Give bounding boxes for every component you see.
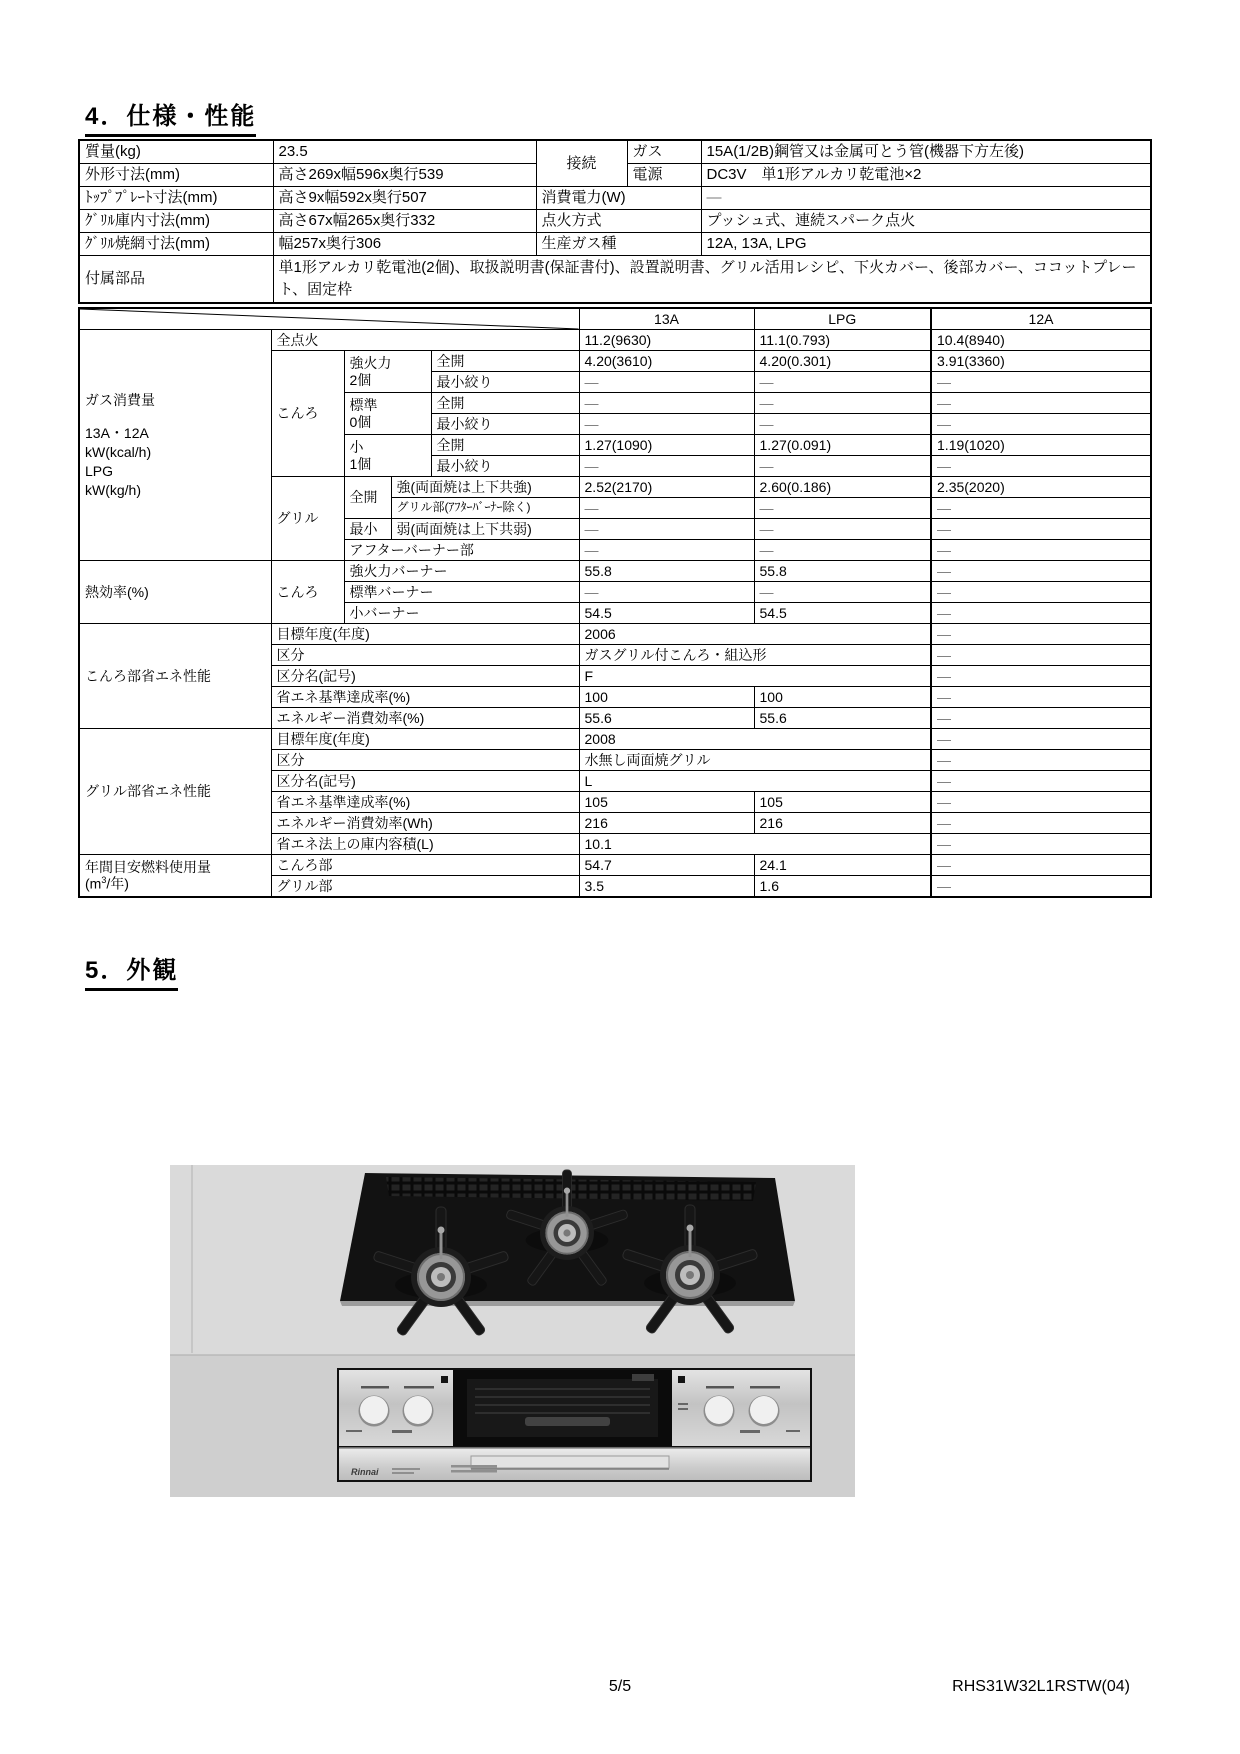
- value-13a: —: [579, 519, 754, 540]
- value-13a: 1.27(1090): [579, 435, 754, 456]
- gas-section-line: LPG: [85, 462, 114, 479]
- value-12a: —: [931, 750, 1151, 771]
- gas-consumption-section-label: [79, 330, 271, 561]
- value-13a: 105: [579, 792, 754, 813]
- gas-section-line: kW(kg/h): [85, 481, 141, 498]
- row-label: 最小絞り: [431, 414, 579, 435]
- value-12a: —: [931, 708, 1151, 729]
- burner-group-label: 標準 0個: [344, 393, 431, 435]
- value-13a-lpg: 2006: [579, 624, 931, 645]
- value-lpg: —: [754, 582, 931, 603]
- section5-title: 5．外観: [85, 950, 178, 991]
- value-13a: 216: [579, 813, 754, 834]
- value-13a-lpg: F: [579, 666, 931, 687]
- row-label: 強火力バーナー: [344, 561, 579, 582]
- model-number: RHS31W32L1RSTW(04): [952, 1678, 1130, 1695]
- value-lpg: —: [754, 456, 931, 477]
- spec-value: 幅257x奥行306: [273, 233, 536, 256]
- perf-row: [79, 855, 1151, 876]
- perf-row: [79, 624, 1151, 645]
- row-label: 区分: [271, 750, 579, 771]
- value-lpg: 216: [754, 813, 931, 834]
- gas-types-label: 生産ガス種: [536, 233, 701, 256]
- value-12a: —: [931, 582, 1151, 603]
- value-12a: 10.4(8940): [931, 330, 1151, 351]
- perf-row: [79, 561, 1151, 582]
- ignition-label: 点火方式: [536, 210, 701, 233]
- value-13a: —: [579, 393, 754, 414]
- value-lpg: 105: [754, 792, 931, 813]
- row-label: 省エネ基準達成率(%): [271, 792, 579, 813]
- value-lpg: 11.1(0.793): [754, 330, 931, 351]
- konro-energy-section-label: こんろ部省エネ性能: [79, 624, 271, 729]
- spec-label: ﾄｯﾌﾟﾌﾟﾚｰﾄ寸法(mm): [79, 187, 273, 210]
- value-13a: 3.5: [579, 876, 754, 898]
- value-12a: 2.35(2020): [931, 477, 1151, 498]
- perf-row: [79, 729, 1151, 750]
- value-13a: 11.2(9630): [579, 330, 754, 351]
- power-consumption-value: —: [701, 187, 1151, 210]
- spec-value: 高さ9x幅592x奥行507: [273, 187, 536, 210]
- gas-section-line: ガス消費量: [85, 391, 155, 408]
- value-lpg: 55.8: [754, 561, 931, 582]
- connection-label: 接続: [536, 140, 627, 187]
- value-12a: —: [931, 456, 1151, 477]
- value-lpg: —: [754, 414, 931, 435]
- row-label: こんろ部: [271, 855, 579, 876]
- gas-types-value: 12A, 13A, LPG: [701, 233, 1151, 256]
- grill-group-label: グリル: [271, 477, 344, 561]
- value-12a: —: [931, 498, 1151, 519]
- row-label: 弱(両面焼は上下共弱): [391, 519, 579, 540]
- row-label: 区分: [271, 645, 579, 666]
- value-12a: —: [931, 792, 1151, 813]
- gas-label: ガス: [627, 140, 701, 164]
- spec-row: [79, 140, 1151, 164]
- grill-open-label: 全開: [344, 477, 391, 519]
- burner-group-label: 小 1個: [344, 435, 431, 477]
- spec-value: 高さ67x幅265x奥行332: [273, 210, 536, 233]
- value-13a-lpg: L: [579, 771, 931, 792]
- value-lpg: —: [754, 540, 931, 561]
- value-13a: —: [579, 540, 754, 561]
- value-13a: —: [579, 582, 754, 603]
- konro-group-label: こんろ: [271, 351, 344, 477]
- value-12a: —: [931, 540, 1151, 561]
- value-lpg: —: [754, 372, 931, 393]
- diagonal-header-cell: [79, 308, 579, 330]
- value-lpg: —: [754, 498, 931, 519]
- row-label: 最小絞り: [431, 456, 579, 477]
- spec-row: [79, 187, 1151, 210]
- grill-energy-section-label: グリル部省エネ性能: [79, 729, 271, 855]
- value-12a: —: [931, 813, 1151, 834]
- value-12a: —: [931, 372, 1151, 393]
- value-13a: —: [579, 498, 754, 519]
- gas-section-line: kW(kcal/h): [85, 443, 152, 460]
- value-lpg: 100: [754, 687, 931, 708]
- row-label: 目標年度(年度): [271, 729, 579, 750]
- row-label: 省エネ法上の庫内容積(L): [271, 834, 579, 855]
- value-12a: —: [931, 624, 1151, 645]
- row-label: 区分名(記号): [271, 771, 579, 792]
- value-12a: —: [931, 666, 1151, 687]
- grill-window: [453, 1370, 672, 1446]
- performance-table: [78, 307, 1152, 898]
- grill-min-label: 最小: [344, 519, 391, 540]
- value-lpg: 1.27(0.091): [754, 435, 931, 456]
- value-12a: —: [931, 645, 1151, 666]
- value-12a: —: [931, 834, 1151, 855]
- drawer-handle: [471, 1456, 669, 1468]
- row-label: グリル部: [271, 876, 579, 898]
- row-label: エネルギー消費効率(%): [271, 708, 579, 729]
- right-knob-panel: [672, 1370, 810, 1446]
- accessories-value: 単1形アルカリ乾電池(2個)、取扱説明書(保証書付)、設置説明書、グリル活用レシピ、下火カバー、後部カバー、ココットプレート、固定枠: [273, 256, 1151, 304]
- value-13a: 4.20(3610): [579, 351, 754, 372]
- row-label: 全開: [431, 393, 579, 414]
- row-label: エネルギー消費効率(Wh): [271, 813, 579, 834]
- spec-row: [79, 233, 1151, 256]
- value-lpg: —: [754, 393, 931, 414]
- thermal-efficiency-section-label: 熱効率(%): [79, 561, 271, 624]
- value-12a: 3.91(3360): [931, 351, 1151, 372]
- burner-group-label: 強火力 2個: [344, 351, 431, 393]
- row-label: 小バーナー: [344, 603, 579, 624]
- col-header-lpg: LPG: [754, 308, 931, 330]
- brand-logo: Rinnai: [351, 1467, 379, 1477]
- value-13a: 55.8: [579, 561, 754, 582]
- product-photo: [170, 1165, 855, 1497]
- power-label: 電源: [627, 164, 701, 187]
- value-lpg: 2.60(0.186): [754, 477, 931, 498]
- grill-drawer: [339, 1448, 810, 1480]
- value-12a: —: [931, 603, 1151, 624]
- spec-row: [79, 210, 1151, 233]
- value-12a: —: [931, 561, 1151, 582]
- annual-usage-section-label: 年間目安燃料使用量 ($m^3/$年): [79, 855, 271, 898]
- value-13a-lpg: 水無し両面焼グリル: [579, 750, 931, 771]
- value-13a-lpg: ガスグリル付こんろ・組込形: [579, 645, 931, 666]
- value-12a: —: [931, 771, 1151, 792]
- row-label: 強(両面焼は上下共強): [391, 477, 579, 498]
- left-knob-panel: [339, 1370, 453, 1446]
- power-consumption-label: 消費電力(W): [536, 187, 701, 210]
- value-12a: 1.19(1020): [931, 435, 1151, 456]
- front-panel: [337, 1368, 812, 1482]
- value-lpg: 24.1: [754, 855, 931, 876]
- gas-value: 15A(1/2B)鋼管又は金属可とう管(機器下方左後): [701, 140, 1151, 164]
- value-12a: —: [931, 414, 1151, 435]
- col-header-13a: 13A: [579, 308, 754, 330]
- value-13a: 2.52(2170): [579, 477, 754, 498]
- value-13a-lpg: 2008: [579, 729, 931, 750]
- spec-row: [79, 256, 1151, 304]
- perf-header-row: [79, 308, 1151, 330]
- row-label: 最小絞り: [431, 372, 579, 393]
- spec-label: 質量(kg): [79, 140, 273, 164]
- accessories-label: 付属部品: [79, 256, 273, 304]
- page-number: 5/5: [608, 1678, 632, 1695]
- value-13a: —: [579, 372, 754, 393]
- perf-row: [79, 330, 1151, 351]
- ignition-value: プッシュ式、連続スパーク点火: [701, 210, 1151, 233]
- spec-table: [78, 139, 1152, 304]
- value-lpg: 55.6: [754, 708, 931, 729]
- spec-label: 外形寸法(mm): [79, 164, 273, 187]
- value-13a: —: [579, 456, 754, 477]
- power-value: DC3V 単1形アルカリ乾電池×2: [701, 164, 1151, 187]
- value-12a: —: [931, 855, 1151, 876]
- value-12a: —: [931, 393, 1151, 414]
- row-label: 全開: [431, 435, 579, 456]
- value-13a: 54.7: [579, 855, 754, 876]
- value-lpg: 4.20(0.301): [754, 351, 931, 372]
- row-label: 省エネ基準達成率(%): [271, 687, 579, 708]
- spec-label: ｸﾞﾘﾙ庫内寸法(mm): [79, 210, 273, 233]
- spec-value: 23.5: [273, 140, 536, 164]
- konro-group-label: こんろ: [271, 561, 344, 624]
- row-label: 目標年度(年度): [271, 624, 579, 645]
- section4-title: 4．仕様・性能: [85, 96, 256, 137]
- value-12a: —: [931, 729, 1151, 750]
- row-label: アフターバーナー部: [344, 540, 579, 561]
- spec-value: 高さ269x幅596x奥行539: [273, 164, 536, 187]
- value-12a: —: [931, 687, 1151, 708]
- value-13a: 54.5: [579, 603, 754, 624]
- row-label: 全開: [431, 351, 579, 372]
- value-lpg: —: [754, 519, 931, 540]
- row-label: グリル部(ｱﾌﾀｰﾊﾞｰﾅｰ除く): [391, 498, 579, 519]
- value-13a-lpg: 10.1: [579, 834, 931, 855]
- spec-label: ｸﾞﾘﾙ焼網寸法(mm): [79, 233, 273, 256]
- value-lpg: 54.5: [754, 603, 931, 624]
- value-13a: —: [579, 414, 754, 435]
- value-13a: 100: [579, 687, 754, 708]
- gas-section-line: 13A・12A: [85, 424, 149, 441]
- value-12a: —: [931, 876, 1151, 898]
- value-12a: —: [931, 519, 1151, 540]
- row-label: 標準バーナー: [344, 582, 579, 603]
- row-label: 区分名(記号): [271, 666, 579, 687]
- value-13a: 55.6: [579, 708, 754, 729]
- value-lpg: 1.6: [754, 876, 931, 898]
- row-label: 全点火: [271, 330, 579, 351]
- col-header-12a: 12A: [931, 308, 1151, 330]
